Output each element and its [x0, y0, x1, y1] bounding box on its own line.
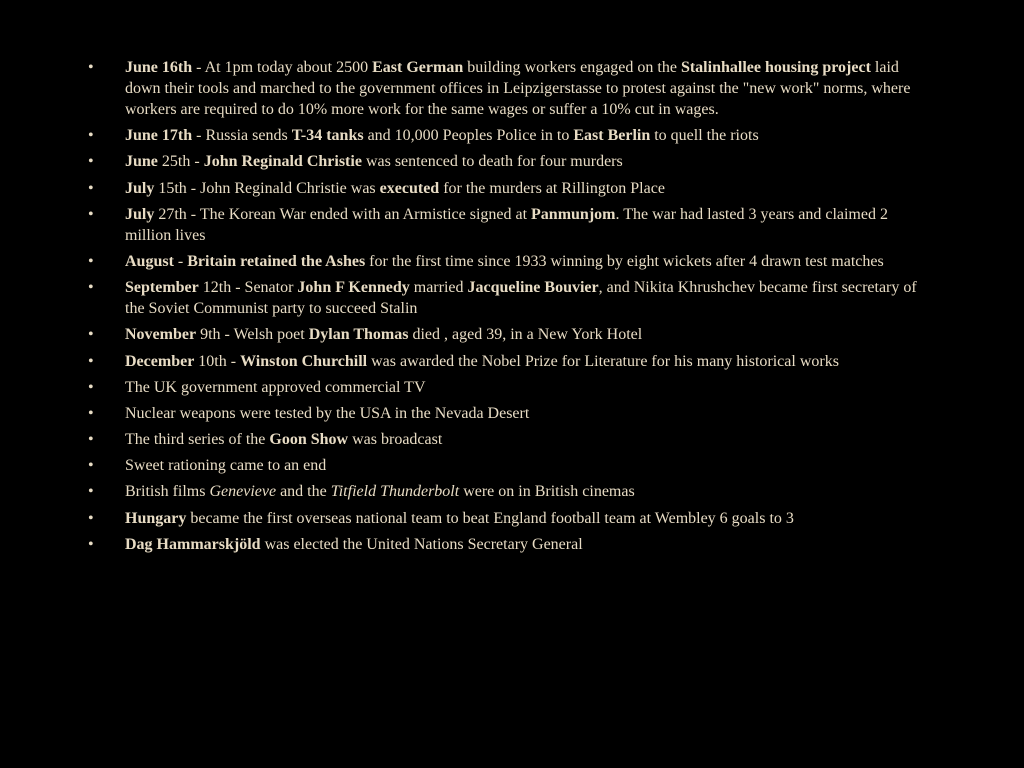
event-item-july-15: [88, 178, 938, 199]
bold-text: East German: [372, 59, 464, 76]
plain-text: and 10,000 Peoples Police in to: [363, 127, 574, 145]
bold-text: July: [125, 179, 155, 197]
plain-text: for the first time since 1933 winning by eight wickets after 4 drawn test matches: [365, 252, 884, 270]
bold-text: Britain retained the Ashes: [187, 252, 366, 270]
plain-text: laid down their tools and marched to the government offices in Leipzigerstasse to protest against the "new work" norms, where workers are required to do 10% more work for the same wages or suffer a 10% cut in wages.: [125, 59, 911, 118]
bullet-dot: •: [88, 457, 94, 475]
event-item-goon-show: [88, 429, 938, 450]
bold-text: John Reginald Christie: [203, 153, 362, 171]
bullet-dot: •: [88, 252, 94, 270]
bold-text: June 17th: [125, 127, 193, 145]
plain-text: - At 1pm today about 2500: [192, 59, 373, 76]
bold-text: June: [125, 153, 158, 171]
bullet-dot: •: [88, 179, 94, 197]
bold-text: T-34 tanks: [291, 127, 364, 145]
bold-text: East Berlin: [573, 127, 651, 145]
bold-text: Jacqueline Bouvier: [467, 279, 599, 297]
event-item-nuclear-tests: [88, 403, 938, 424]
bold-text: John F Kennedy: [297, 279, 410, 297]
bold-text: Goon Show: [269, 431, 349, 449]
plain-text: -: [173, 252, 188, 270]
italic-text: Genevieve: [209, 483, 277, 501]
plain-text: building workers engaged on the: [463, 59, 681, 76]
bullet-dot: •: [88, 127, 94, 145]
bold-text: Dylan Thomas: [308, 326, 409, 344]
event-text: [125, 353, 839, 370]
bold-text: November: [125, 326, 197, 344]
bold-text: August: [125, 252, 174, 270]
event-item-september-12: [88, 277, 938, 319]
plain-text: . The war had lasted 3 years and claimed 2 million lives: [125, 205, 888, 244]
event-text: [125, 180, 665, 197]
plain-text: The UK government approved commercial TV: [125, 378, 426, 396]
plain-text: Sweet rationing came to an end: [125, 457, 327, 475]
bold-text: June 16th: [125, 59, 193, 76]
plain-text: was sentenced to death for four murders: [361, 153, 623, 171]
bold-text: Dag Hammarskjöld: [125, 535, 261, 553]
bullet-dot: •: [88, 279, 94, 297]
plain-text: 9th - Welsh poet: [196, 326, 309, 344]
event-text: [125, 405, 529, 422]
event-text: [125, 127, 759, 144]
plain-text: 10th -: [194, 352, 241, 370]
bold-text: executed: [379, 179, 440, 197]
event-item-hammarskjold: [88, 534, 938, 555]
bullet-dot: •: [88, 431, 94, 449]
plain-text: The third series of the: [125, 431, 270, 449]
event-item-december-10: [88, 351, 938, 372]
bullet-dot: •: [88, 404, 94, 422]
event-text: [125, 326, 642, 343]
bold-text: Panmunjom: [531, 205, 616, 223]
plain-text: died , aged 39, in a New York Hotel: [408, 326, 643, 344]
event-item-june-17: [88, 125, 938, 146]
plain-text: 25th -: [157, 153, 204, 171]
bullet-dot: •: [88, 535, 94, 553]
bullet-dot: •: [88, 59, 94, 76]
event-item-british-films: [88, 481, 938, 502]
plain-text: 15th - John Reginald Christie was: [154, 179, 380, 197]
bullet-dot: •: [88, 352, 94, 370]
event-text: [125, 253, 884, 270]
event-text: [125, 153, 623, 170]
bold-text: Winston Churchill: [240, 352, 368, 370]
event-text: [125, 510, 794, 527]
event-item-commercial-tv: [88, 377, 938, 398]
event-item-november-9: [88, 324, 938, 345]
italic-text: Titfield Thunderbolt: [330, 483, 460, 501]
event-bullet-list: [88, 57, 938, 560]
event-text: [125, 279, 917, 317]
event-text: [125, 206, 888, 244]
event-item-sweet-rationing: [88, 455, 938, 476]
plain-text: married: [409, 279, 468, 297]
bold-text: December: [125, 352, 195, 370]
bold-text: July: [125, 205, 155, 223]
event-item-july-27: [88, 204, 938, 246]
bold-text: September: [125, 279, 199, 297]
event-item-june-16: [88, 57, 938, 120]
plain-text: was awarded the Nobel Prize for Literature for his many historical works: [367, 352, 839, 370]
plain-text: 27th - The Korean War ended with an Armistice signed at: [154, 205, 532, 223]
bullet-dot: •: [88, 378, 94, 396]
plain-text: were on in British cinemas: [459, 483, 635, 501]
event-text: [125, 536, 583, 553]
event-text: [125, 379, 426, 396]
plain-text: - Russia sends: [192, 127, 292, 145]
bullet-dot: •: [88, 153, 94, 171]
event-item-august: [88, 251, 938, 272]
plain-text: , and Nikita Khrushchev became first secretary of the Soviet Communist party to succeed Stalin: [125, 279, 917, 318]
plain-text: was elected the United Nations Secretary General: [260, 535, 583, 553]
plain-text: became the first overseas national team to beat England football team at Wembley 6 goals to 3: [186, 509, 794, 527]
event-text: [125, 431, 442, 448]
event-text: [125, 59, 910, 118]
bullet-dot: •: [88, 509, 94, 527]
bold-text: Stalinhallee housing project: [680, 59, 871, 76]
plain-text: was broadcast: [348, 431, 443, 449]
plain-text: and the: [276, 483, 331, 501]
event-text: [125, 483, 635, 500]
plain-text: to quell the riots: [650, 127, 759, 145]
bullet-dot: •: [88, 205, 94, 223]
plain-text: for the murders at Rillington Place: [439, 179, 665, 197]
plain-text: British films: [125, 483, 210, 501]
plain-text: 12th - Senator: [198, 279, 298, 297]
event-item-june-25: [88, 151, 938, 172]
event-text: [125, 457, 326, 474]
bullet-dot: •: [88, 483, 94, 501]
plain-text: Nuclear weapons were tested by the USA in the Nevada Desert: [125, 404, 530, 422]
bold-text: Hungary: [125, 509, 187, 527]
event-item-hungary: [88, 508, 938, 529]
bullet-dot: •: [88, 326, 94, 344]
